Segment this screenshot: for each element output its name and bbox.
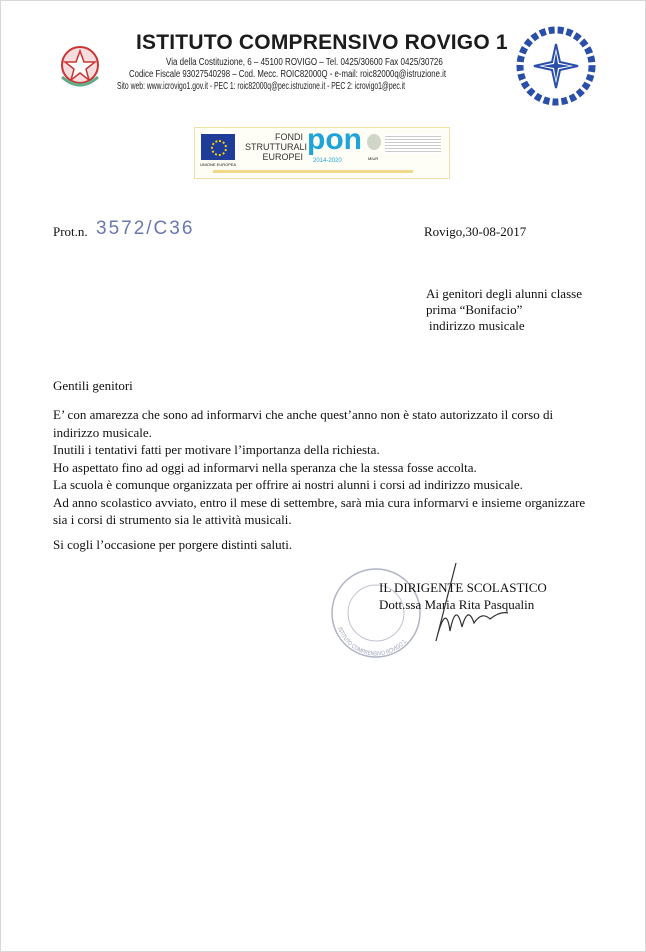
eu-flag-icon (201, 134, 235, 160)
recipient-line: indirizzo musicale (429, 318, 525, 333)
handwritten-signature-icon (416, 561, 526, 646)
recipient-block (426, 286, 582, 334)
pon-logo: pon (307, 123, 362, 156)
paragraph: Ad anno scolastico avviato, entro il mese di settembre, sarà mia cura informarvi e insieme organizzare sia i corsi di strumento sia le attività musicali. (53, 494, 586, 527)
miur-text-lines (385, 134, 441, 154)
closing: Si cogli l’occasione per porgere distinti saluti. (53, 537, 293, 552)
letter-body (53, 406, 598, 529)
recipient-line: Ai genitori degli alunni classe (426, 286, 582, 301)
recipient-line: prima “Bonifacio” (426, 302, 523, 317)
paragraph: La scuola è comunque organizzata per offrire ai nostri alunni i corsi ad indirizzo musicale. (53, 477, 523, 492)
miur-emblem-icon (367, 134, 381, 150)
pon-banner (194, 123, 450, 179)
italian-republic-emblem-icon (56, 41, 104, 91)
strutturali-text: STRUTTURALI (245, 142, 308, 152)
school-compass-logo-icon (516, 26, 596, 106)
protocol-label: Prot.n. (53, 224, 88, 239)
europei-text: EUROPEI (262, 152, 303, 162)
banner-footer-line (213, 170, 413, 173)
signer-role: IL DIRIGENTE SCOLASTICO (379, 580, 547, 595)
paragraph: Ho aspettato fino ad oggi ad informarvi nella speranza che la stessa fosse accolta. (53, 459, 477, 475)
paragraph: Inutili i tentativi fatti per motivare l’importanza della richiesta. (53, 442, 380, 457)
protocol-number: 3572/C36 (96, 218, 195, 239)
greeting: Gentili genitori (53, 378, 133, 393)
school-name: ISTITUTO COMPRENSIVO ROVIGO 1 (136, 31, 508, 54)
pon-years: 2014-2020 (313, 158, 342, 164)
paragraph: E’ con amarezza che sono ad informarvi che anche quest’anno non è stato autorizzato il corso di indirizzo musicale. (53, 407, 554, 440)
address-line: Via della Costituzione, 6 – 45100 ROVIGO – Tel. 0425/30600 Fax 0425/30726 (166, 57, 443, 68)
fondi-text: FONDI (275, 132, 303, 142)
fiscal-line: Codice Fiscale 93027540298 – Cod. Mecc. ROIC82000Q - e-mail: roic82000q@istruzione.it (129, 69, 447, 80)
letter-date: Rovigo,30-08-2017 (424, 224, 527, 239)
signer-name: Dott.ssa Maria Rita Pasqualin (379, 597, 535, 612)
stamp-text: ISTITUTO COMPRENSIVO ROVIGO 1 (336, 626, 409, 658)
eu-label: UNIONE EUROPEA (200, 162, 237, 167)
web-line: Sito web: www.icrovigo1.gov.it - PEC 1: roic82000q@pec.istruzione.it - PEC 2: icrovigo1@pec.it (117, 81, 406, 92)
miur-label: MIUR (368, 156, 379, 161)
